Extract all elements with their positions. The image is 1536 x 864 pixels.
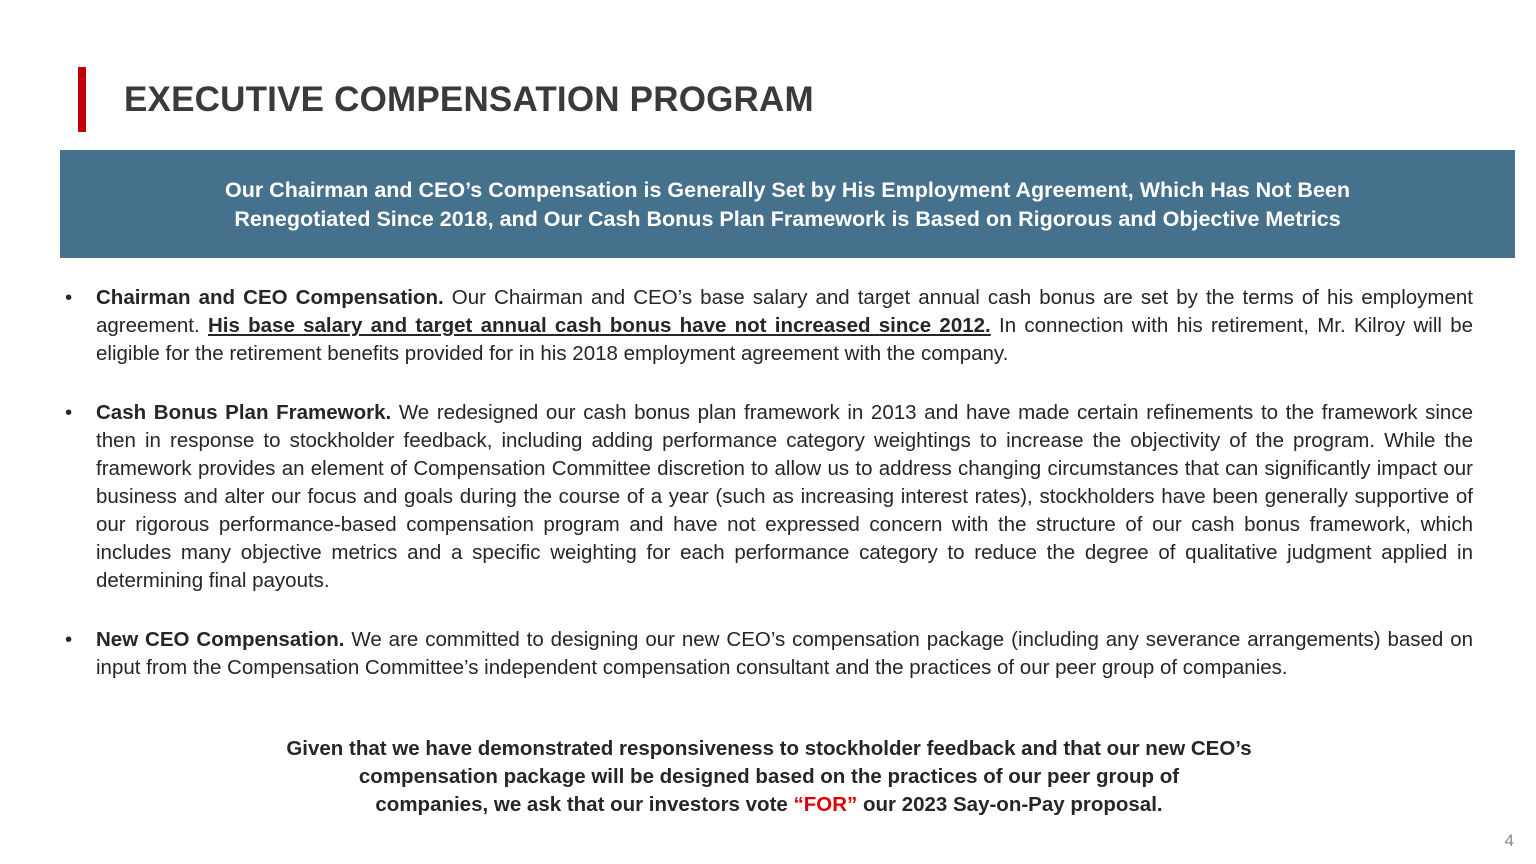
bullet-marker: • — [65, 286, 73, 309]
closing-line-3 — [60, 791, 1478, 819]
bullet-text: We are committed to designing our new CEO’s compensation package (including any severance arrangements) based on input from the Compensation Committee’s independent compensation consultant and the practices of our peer group of companies. — [96, 628, 1474, 679]
page-number: 4 — [1504, 831, 1514, 850]
bullet-cash-bonus-framework — [65, 399, 1473, 595]
closing-line-2: compensation package will be designed based on the practices of our peer group of — [358, 765, 1180, 788]
closing-line-1: Given that we have demonstrated responsiveness to stockholder feedback and that our new CEO’s — [286, 737, 1252, 760]
banner-line-2: Renegotiated Since 2018, and Our Cash Bonus Plan Framework is Based on Rigorous and Objective Metrics — [234, 207, 1341, 231]
bullet-new-ceo-compensation — [65, 626, 1474, 682]
page-title: EXECUTIVE COMPENSATION PROGRAM — [124, 80, 814, 119]
bullet-ceo-compensation — [65, 284, 1473, 368]
bullet-list — [65, 284, 1474, 713]
bullet-heading: New CEO Compensation. — [96, 628, 345, 651]
bullet-marker: • — [65, 401, 73, 424]
summary-banner — [60, 150, 1515, 258]
bullet-marker: • — [65, 628, 73, 651]
bullet-text: Our Chairman and CEO’s base salary and target annual cash bonus are set by the terms of his employment agreement. — [96, 286, 1473, 337]
title-accent-bar — [78, 67, 86, 132]
closing-statement — [60, 735, 1478, 819]
closing-line-3-end: our 2023 Say-on-Pay proposal. — [857, 793, 1163, 816]
bullet-underlined-text: His base salary and target annual cash bonus have not increased since 2012. — [207, 314, 991, 337]
bullet-text-continued: In connection with his retirement, Mr. Kilroy will be eligible for the retirement benefits provided for in his 2018 employment agreement with the company. — [96, 314, 1473, 365]
banner-line-1: Our Chairman and CEO’s Compensation is Generally Set by His Employment Agreement, Which Has Not Been — [224, 178, 1350, 202]
closing-line-3-start: companies, we ask that our investors vote — [375, 793, 794, 816]
bullet-heading: Chairman and CEO Compensation. — [96, 286, 444, 309]
bullet-heading: Cash Bonus Plan Framework. — [96, 401, 392, 424]
bullet-text: We redesigned our cash bonus plan framework in 2013 and have made certain refinements to the framework since then in response to stockholder feedback, including adding performance category weightings to increase the objectivity of the program. While the framework provides an element of Compensation Committee discretion to allow us to address changing circumstances that can significantly impact our business and alter our focus and goals during the course of a year (such as increasing interest rates), stockholders have been generally supportive of our rigorous performance-based compensation program and have not expressed concern with the structure of our cash bonus framework, which includes many objective metrics and a specific weighting for each performance category to reduce the degree of qualitative judgment applied in determining final payouts. — [96, 401, 1473, 592]
vote-for-highlight: “FOR” — [793, 793, 858, 816]
